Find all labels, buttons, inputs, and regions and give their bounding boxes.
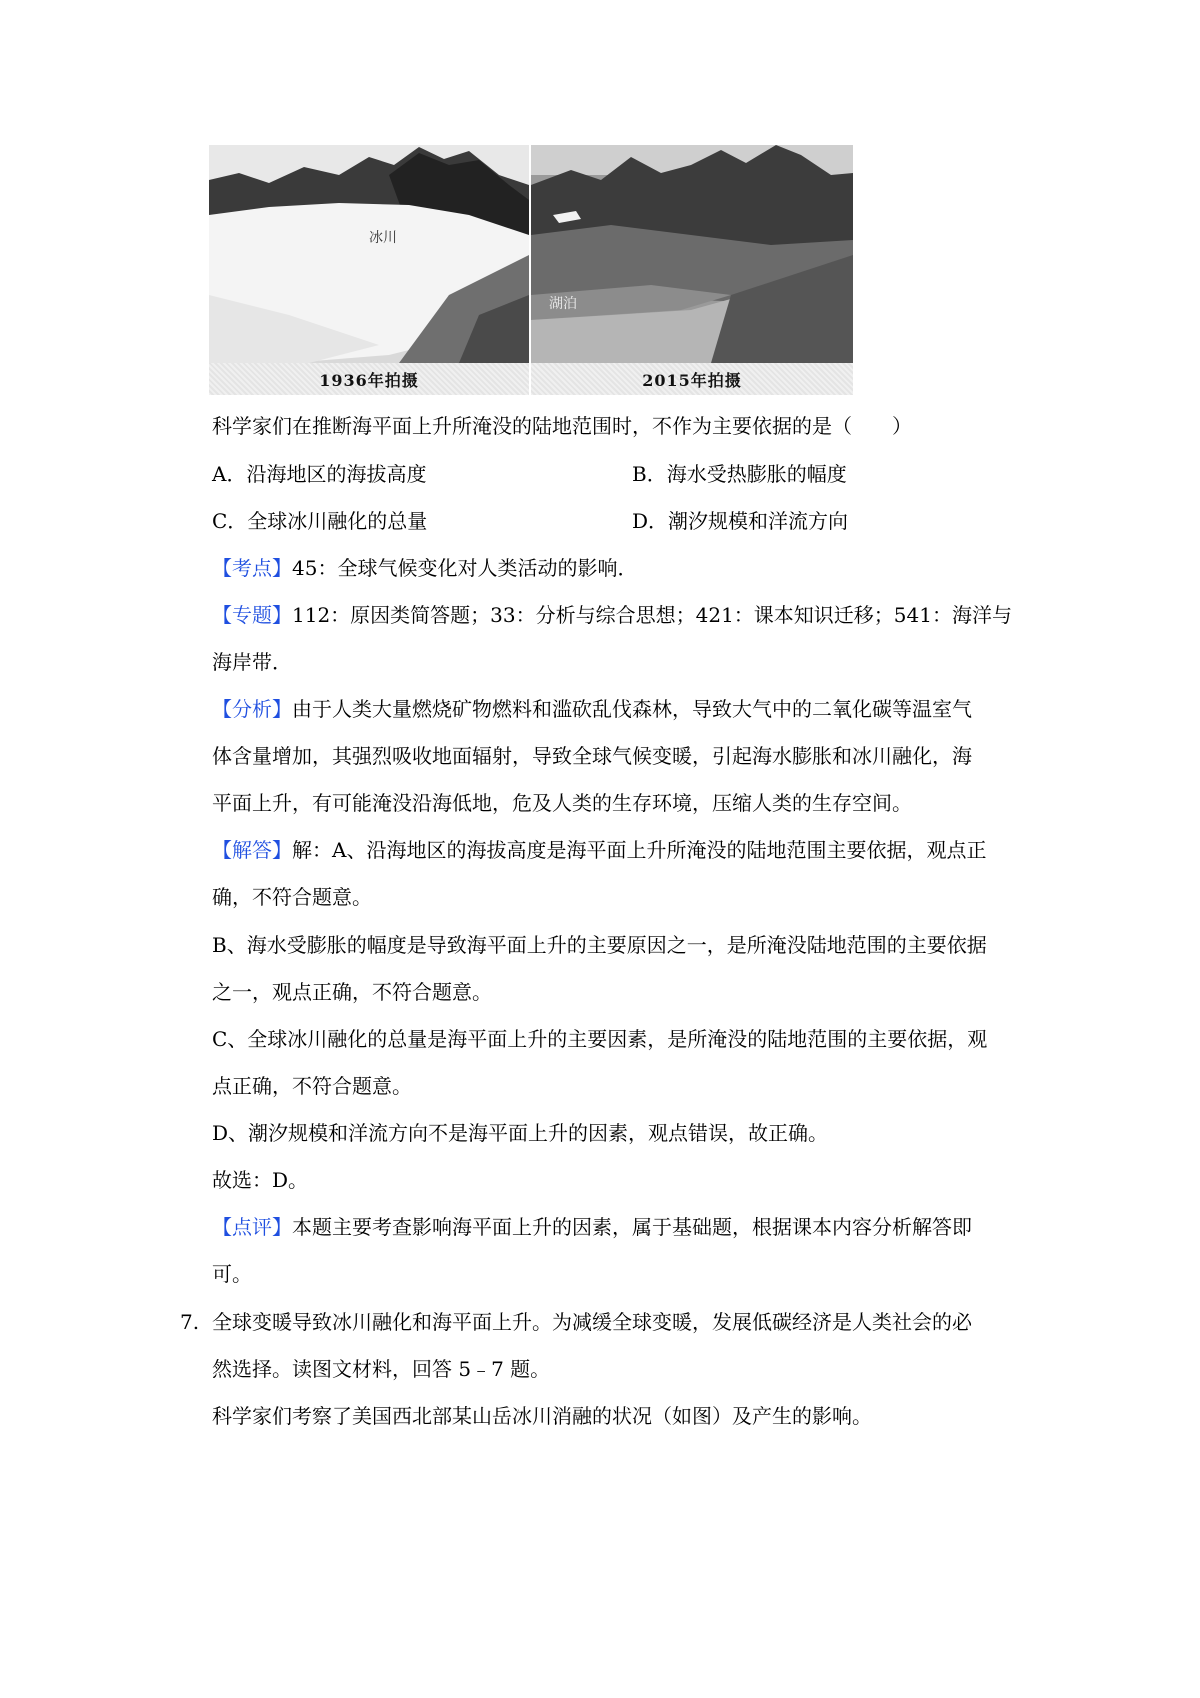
- caption-1936: 1936年拍摄: [209, 363, 529, 395]
- fenxi-line-1: [212, 695, 972, 723]
- caption-2015: 2015年拍摄: [531, 363, 853, 395]
- q7-line-3: 科学家们考察了美国西北部某山岳冰川消融的状况（如图）及产生的影响。: [212, 1404, 872, 1428]
- option-b: B．海水受热膨胀的幅度: [632, 462, 847, 486]
- dianping-line-1: [212, 1213, 972, 1241]
- q7-line-1: 全球变暖导致冰川融化和海平面上升。为减缓全球变暖，发展低碳经济是人类社会的必: [212, 1310, 972, 1334]
- zhuanti-text-1: 112：原因类简答题；33：分析与综合思想；421：课本知识迁移；541：海洋与: [292, 603, 1012, 627]
- c-explain-line-1: C、全球冰川融化的总量是海平面上升的主要因素，是所淹没的陆地范围的主要依据，观: [212, 1027, 988, 1051]
- jieda-line-1: [212, 836, 986, 864]
- d-explain-line: D、潮汐规模和洋流方向不是海平面上升的因素，观点错误，故正确。: [212, 1121, 829, 1145]
- lake-label: 湖泊: [549, 296, 577, 312]
- kaodian-text: 45：全球气候变化对人类活动的影响．: [292, 556, 638, 580]
- option-d: D．潮汐规模和洋流方向: [632, 509, 849, 533]
- glacier-comparison-figure: [209, 145, 853, 395]
- jieda-line-2: 确，不符合题意。: [212, 885, 372, 909]
- photo-2015: [531, 145, 853, 363]
- fenxi-line-3: 平面上升，有可能淹没沿海低地，危及人类的生存环境，压缩人类的生存空间。: [212, 791, 912, 815]
- kaodian-line: [212, 554, 637, 582]
- fenxi-line-2: 体含量增加，其强烈吸收地面辐射，导致全球气候变暖，引起海水膨胀和冰川融化，海: [212, 744, 972, 768]
- option-c: C．全球冰川融化的总量: [212, 509, 428, 533]
- fenxi-tag: 【分析】: [212, 697, 292, 721]
- answer-line: 故选：D。: [212, 1168, 309, 1192]
- question-stem: 科学家们在推断海平面上升所淹没的陆地范围时，不作为主要依据的是（ ）: [212, 414, 912, 438]
- c-explain-line-2: 点正确，不符合题意。: [212, 1074, 412, 1098]
- b-explain-line-1: B、海水受膨胀的幅度是导致海平面上升的主要原因之一，是所淹没陆地范围的主要依据: [212, 933, 987, 957]
- zhuanti-line-2: 海岸带．: [212, 650, 292, 674]
- photo-1936: [209, 145, 529, 363]
- b-explain-line-2: 之一，观点正确，不符合题意。: [212, 980, 492, 1004]
- fenxi-text-1: 由于人类大量燃烧矿物燃料和滥砍乱伐森林，导致大气中的二氧化碳等温室气: [292, 697, 972, 721]
- q7-line-2: 然选择。读图文材料，回答 5﹣7 题。: [212, 1357, 551, 1381]
- kaodian-tag: 【考点】: [212, 556, 292, 580]
- zhuanti-line-1: [212, 601, 1012, 629]
- question-number: 7.: [180, 1310, 200, 1334]
- dianping-tag: 【点评】: [212, 1215, 292, 1239]
- dianping-line-2: 可。: [212, 1262, 252, 1286]
- option-a: A．沿海地区的海拔高度: [212, 462, 427, 486]
- glacier-label: 冰川: [369, 230, 397, 246]
- jieda-tag: 【解答】: [212, 838, 292, 862]
- dianping-text-1: 本题主要考查影响海平面上升的因素，属于基础题，根据课本内容分析解答即: [292, 1215, 972, 1239]
- jieda-text-1: 解：A、沿海地区的海拔高度是海平面上升所淹没的陆地范围主要依据，观点正: [292, 838, 987, 862]
- zhuanti-tag: 【专题】: [212, 603, 292, 627]
